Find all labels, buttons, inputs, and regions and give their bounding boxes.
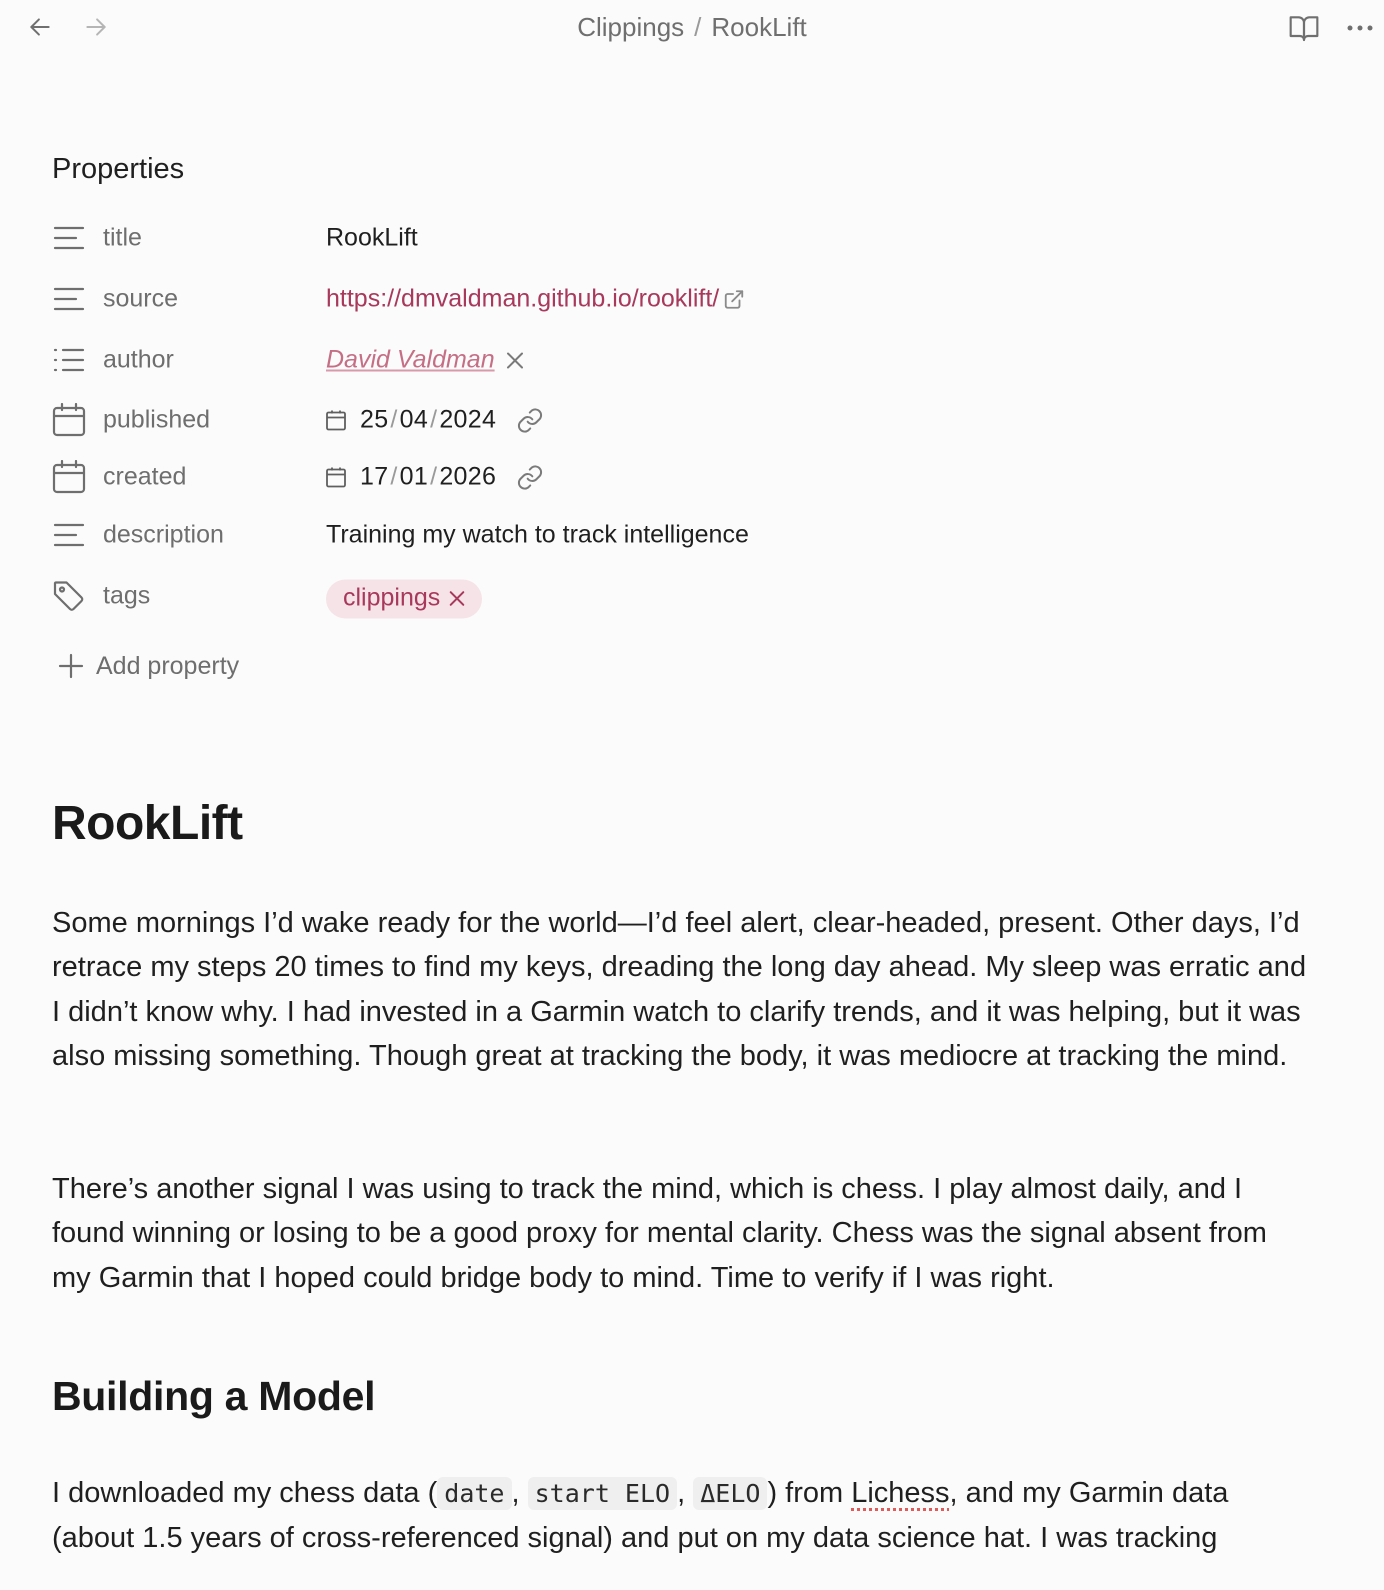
- property-key-published[interactable]: published: [103, 405, 211, 434]
- published-month: 04: [399, 405, 429, 434]
- tag-icon: [52, 579, 86, 613]
- property-value-description[interactable]: Training my watch to track intelligence: [326, 520, 749, 549]
- property-value-author[interactable]: [326, 346, 525, 375]
- property-value-created[interactable]: [326, 463, 544, 492]
- date-separator: /: [390, 462, 398, 491]
- created-month: 01: [399, 462, 429, 491]
- created-year: 2026: [439, 462, 497, 491]
- text-lines-icon: [52, 221, 86, 255]
- paragraph-3-text: I downloaded my chess data (: [52, 1477, 438, 1509]
- breadcrumb-separator: /: [694, 12, 702, 42]
- inline-code-start-elo: start ELO: [528, 1477, 677, 1510]
- close-icon: [505, 350, 525, 370]
- paragraph-3-text: ,: [677, 1477, 694, 1509]
- breadcrumb: [0, 12, 1384, 43]
- external-link-icon: [723, 288, 745, 310]
- date-separator: /: [390, 405, 398, 434]
- add-property-label: Add property: [96, 651, 240, 680]
- link-icon[interactable]: [516, 406, 544, 434]
- property-row-title: [52, 214, 1332, 262]
- property-key-tags[interactable]: tags: [103, 581, 151, 610]
- property-key-description[interactable]: description: [103, 520, 224, 549]
- property-value-source[interactable]: [326, 285, 745, 314]
- created-day: 17: [360, 462, 389, 491]
- book-open-icon: [1288, 12, 1320, 44]
- calendar-icon: [52, 460, 86, 494]
- text-lines-icon: [52, 518, 86, 552]
- property-row-author: [52, 336, 1332, 384]
- source-link[interactable]: https://dmvaldman.github.io/rooklift/: [326, 284, 720, 313]
- paragraph-1: Some mornings I’d wake ready for the world—I’d feel alert, clear-headed, present. Other days, I’d retrace my steps 20 times to find my keys, dreading the long day ahead. My sleep was erratic and I didn’t know why. I had invested in a Garmin watch to clarify trends, and it was helping, but it was also missing something. Though great at tracking the body, it was mediocre at tracking the mind.: [52, 907, 1307, 1073]
- paragraph-3: [52, 1471, 1312, 1561]
- note-heading-1: RookLift: [52, 797, 243, 850]
- property-value-tags[interactable]: [326, 580, 482, 619]
- list-icon: [52, 343, 86, 377]
- reading-view-button[interactable]: [1286, 10, 1322, 46]
- property-row-published: [52, 396, 1332, 444]
- add-property-button[interactable]: [58, 646, 239, 686]
- paragraph-3-text: , and my Garmin data (about 1.5 years of cross-referenced signal) and put on my data science hat. I was tracking: [52, 1477, 1229, 1555]
- breadcrumb-folder[interactable]: Clippings: [577, 12, 685, 42]
- close-icon: [448, 589, 466, 607]
- property-value-published[interactable]: [326, 406, 544, 435]
- more-options-button[interactable]: [1342, 10, 1378, 46]
- more-horizontal-icon: [1345, 13, 1375, 43]
- paragraph-3-text: ) from: [767, 1477, 852, 1509]
- inline-code-date: date: [437, 1477, 511, 1510]
- property-key-created[interactable]: created: [103, 462, 187, 491]
- property-key-title[interactable]: title: [103, 223, 142, 252]
- breadcrumb-note[interactable]: RookLift: [711, 12, 807, 42]
- property-row-created: [52, 453, 1332, 501]
- remove-tag-button[interactable]: [448, 589, 466, 607]
- date-separator: /: [430, 405, 438, 434]
- tag-pill[interactable]: [326, 580, 482, 619]
- property-key-author[interactable]: author: [103, 345, 174, 374]
- property-row-tags: [52, 572, 1332, 620]
- text-lines-icon: [52, 282, 86, 316]
- date-picker-icon[interactable]: [326, 466, 346, 488]
- remove-author-button[interactable]: [505, 350, 525, 370]
- properties-heading: Properties: [52, 153, 185, 185]
- property-row-source: [52, 275, 1332, 323]
- paragraph-3-text: ,: [511, 1477, 528, 1509]
- plus-icon: [58, 653, 84, 679]
- calendar-icon: [52, 403, 86, 437]
- property-value-title[interactable]: RookLift: [326, 223, 418, 252]
- published-date[interactable]: [360, 406, 496, 435]
- property-row-description: [52, 511, 1332, 559]
- property-key-source[interactable]: source: [103, 284, 179, 313]
- spellcheck-word-lichess: Lichess: [851, 1477, 950, 1509]
- date-separator: /: [430, 462, 438, 491]
- author-link[interactable]: David Valdman: [326, 345, 495, 374]
- date-picker-icon[interactable]: [326, 409, 346, 431]
- title-bar: [0, 0, 1384, 56]
- published-year: 2024: [439, 405, 497, 434]
- note-heading-2: Building a Model: [52, 1373, 376, 1419]
- inline-code-delta-elo: ΔELO: [693, 1477, 767, 1510]
- published-day: 25: [360, 405, 389, 434]
- paragraph-2: There’s another signal I was using to track the mind, which is chess. I play almost daily, and I found winning or losing to be a good proxy for mental clarity. Chess was the signal absent from my Garmin that I hoped could bridge body to mind. Time to verify if I was right.: [52, 1173, 1267, 1294]
- created-date[interactable]: [360, 463, 496, 492]
- link-icon[interactable]: [516, 463, 544, 491]
- tag-label[interactable]: clippings: [343, 583, 441, 612]
